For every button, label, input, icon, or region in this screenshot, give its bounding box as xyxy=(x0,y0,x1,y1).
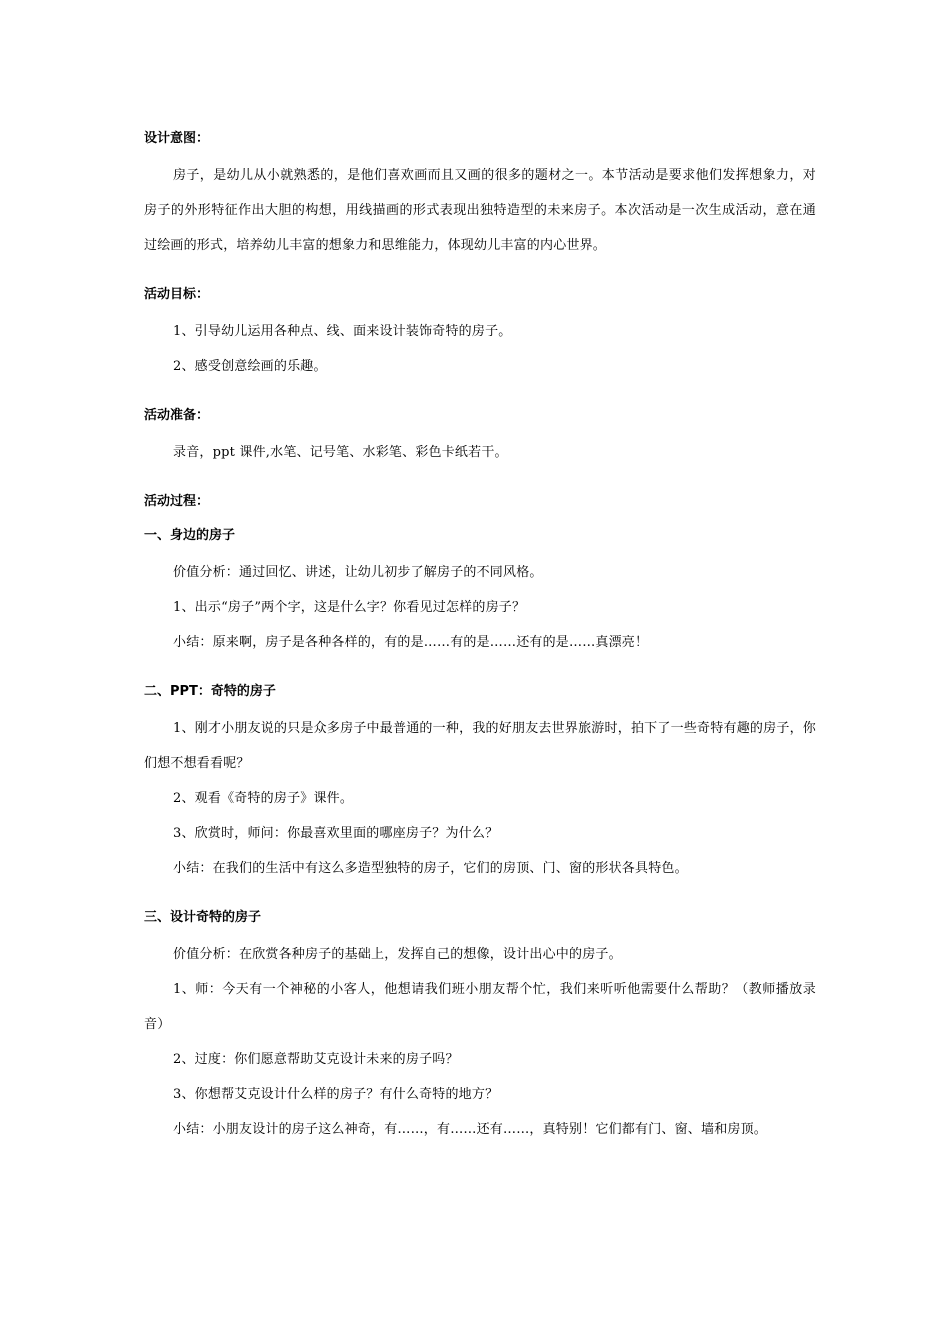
goal-item-2: 2、感受创意绘画的乐趣。 xyxy=(173,359,327,374)
process-part3-line-1: 价值分析：在欣赏各种房子的基础上，发挥自己的想像，设计出心中的房子。 xyxy=(173,947,622,962)
spacer xyxy=(144,886,816,903)
spacer xyxy=(144,384,816,401)
process-part2-line-3: 3、欣赏时，师问：你最喜欢里面的哪座房子？为什么？ xyxy=(173,826,499,841)
spacer xyxy=(144,470,816,487)
process-part1-line-2: 1、出示“房子”两个字，这是什么字？你看见过怎样的房子？ xyxy=(173,600,526,615)
process-part2-line-1: 1、刚才小朋友说的只是众多房子中最普通的一种，我的好朋友去世界旅游时，拍下了一些奇特有趣的房子，你们想不想看看呢？ xyxy=(144,721,816,771)
process-part2-title: 二、PPT：奇特的房子 xyxy=(144,684,276,699)
process-part3-line-2: 1、师：今天有一个神秘的小客人，他想请我们班小朋友帮个忙，我们来听听他需要什么帮助？（教师播放录音） xyxy=(144,982,816,1032)
document-body xyxy=(144,124,816,1147)
process-part1-line-1: 价值分析：通过回忆、讲述，让幼儿初步了解房子的不同风格。 xyxy=(173,565,543,580)
goal-item-1: 1、引导幼儿运用各种点、线、面来设计装饰奇特的房子。 xyxy=(173,324,512,339)
process-part2-line-2: 2、观看《奇特的房子》课件。 xyxy=(173,791,354,806)
section-heading-preparation: 活动准备： xyxy=(144,408,210,423)
process-part3-title: 三、设计奇特的房子 xyxy=(144,910,262,925)
section-heading-design-intent: 设计意图： xyxy=(144,131,210,146)
process-part2-line-4: 小结：在我们的生活中有这么多造型独特的房子，它们的房顶、门、窗的形状各具特色。 xyxy=(173,861,688,876)
preparation-text: 录音，ppt 课件,水笔、记号笔、水彩笔、彩色卡纸若干。 xyxy=(173,445,508,460)
spacer xyxy=(144,660,816,677)
design-intent-paragraph: 房子，是幼儿从小就熟悉的，是他们喜欢画而且又画的很多的题材之一。本节活动是要求他们发挥想象力，对房子的外形特征作出大胆的构想，用线描画的形式表现出独特造型的未来房子。本次活动是一次生成活动，意在通过绘画的形式，培养幼儿丰富的想象力和思维能力，体现幼儿丰富的内心世界。 xyxy=(144,168,816,253)
spacer xyxy=(144,263,816,280)
process-part3-line-3: 2、过度：你们愿意帮助艾克设计未来的房子吗？ xyxy=(173,1052,459,1067)
section-heading-process: 活动过程： xyxy=(144,494,210,509)
process-part1-line-3: 小结：原来啊，房子是各种各样的，有的是……有的是……还有的是……真漂亮！ xyxy=(173,635,649,650)
process-part3-line-4: 3、你想帮艾克设计什么样的房子？有什么奇特的地方？ xyxy=(173,1087,499,1102)
process-part1-title: 一、身边的房子 xyxy=(144,528,236,543)
process-part3-line-5: 小结：小朋友设计的房子这么神奇，有……，有……还有……，真特别！它们都有门、窗、墙和房顶。 xyxy=(173,1122,768,1137)
section-heading-goals: 活动目标： xyxy=(144,287,210,302)
